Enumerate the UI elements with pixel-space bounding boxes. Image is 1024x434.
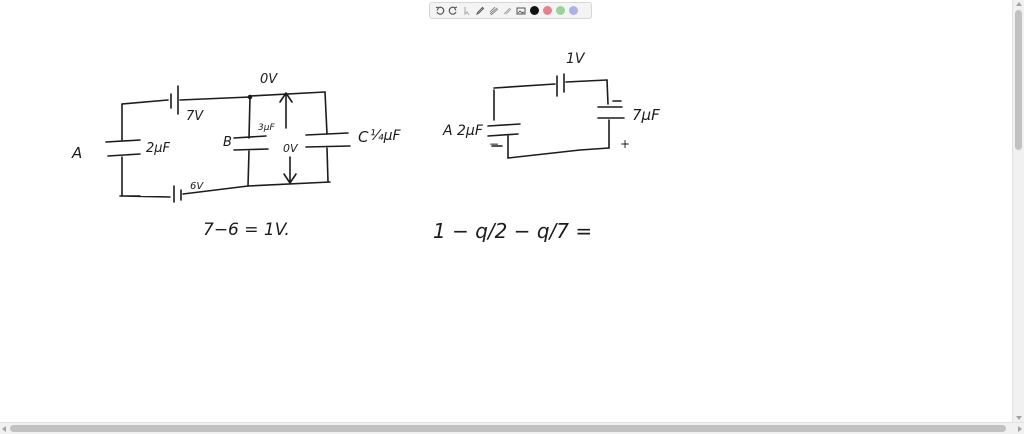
vertical-scrollbar[interactable] [1012, 0, 1024, 422]
right-battery-label: 1V [566, 51, 585, 67]
arrow-up-mark [280, 93, 292, 128]
drawing-toolbar [429, 2, 592, 19]
capacitor-a-symbol [106, 140, 140, 156]
horizontal-scroll-thumb[interactable] [10, 425, 1006, 432]
scroll-down-icon[interactable] [1016, 416, 1022, 420]
node-dot [249, 96, 252, 99]
image-icon[interactable] [514, 4, 527, 17]
rc-capacitor-right [598, 107, 624, 118]
wire-right-upper [325, 92, 327, 134]
arrow-down-mark [284, 157, 296, 183]
cap-a-label: 2μF [146, 141, 171, 156]
cap-c-label: ¼μF [370, 128, 401, 144]
wire-top-right [180, 97, 250, 100]
rc-wire-right-upper [607, 80, 608, 104]
capacitor-b-symbol [234, 136, 268, 150]
rc-wire-top-right [566, 80, 607, 82]
capacitor-c-symbol [306, 133, 350, 147]
node-top-label: 0V [260, 72, 278, 87]
color-swatch-green[interactable] [556, 6, 565, 15]
battery-bottom-label: 6V [190, 181, 204, 192]
undo-icon[interactable] [433, 4, 446, 17]
rc-battery-symbol [557, 74, 564, 96]
battery-6v-symbol [174, 186, 181, 202]
left-note: 7−6 = 1V. [203, 220, 290, 240]
scroll-right-icon[interactable] [1018, 426, 1022, 432]
right-equation: 1 − q/2 − q/7 = [433, 219, 593, 243]
scroll-up-icon[interactable] [1016, 2, 1022, 6]
left-label-c: C [358, 128, 369, 146]
battery-top-label: 7V [186, 109, 204, 124]
right-minus-sign: − [489, 137, 500, 151]
right-cap-right-label: 7μF [632, 106, 660, 124]
rc-capacitor-left [488, 124, 520, 136]
color-swatch-red[interactable] [543, 6, 552, 15]
left-label-b: B [223, 135, 232, 150]
cap-b-label: 3μF [258, 123, 275, 133]
battery-7v-symbol [171, 86, 178, 114]
wire-top-left [122, 100, 168, 104]
scroll-left-icon[interactable] [2, 426, 6, 432]
wire-bottom-left [120, 196, 170, 197]
right-plus-sign: + [620, 137, 631, 151]
vertical-scroll-thumb[interactable] [1015, 10, 1022, 150]
wire-mid-upper [249, 97, 250, 138]
wire-right-lower [327, 148, 328, 182]
rc-wire-bottom [508, 148, 609, 158]
right-cap-left-label: A 2μF [443, 123, 483, 139]
pointer-icon[interactable] [460, 4, 473, 17]
redo-icon[interactable] [447, 4, 460, 17]
wire-mid-lower [248, 151, 249, 186]
color-swatch-purple[interactable] [569, 6, 578, 15]
pen-icon[interactable] [474, 4, 487, 17]
color-swatch-black[interactable] [530, 6, 539, 15]
highlighter-icon[interactable] [501, 4, 514, 17]
horizontal-scrollbar[interactable] [0, 422, 1024, 434]
node-arrow-label: 0V [283, 142, 298, 155]
left-label-a: A [72, 144, 83, 162]
rc-wire-top-left [494, 84, 555, 88]
lines-icon[interactable] [487, 4, 500, 17]
